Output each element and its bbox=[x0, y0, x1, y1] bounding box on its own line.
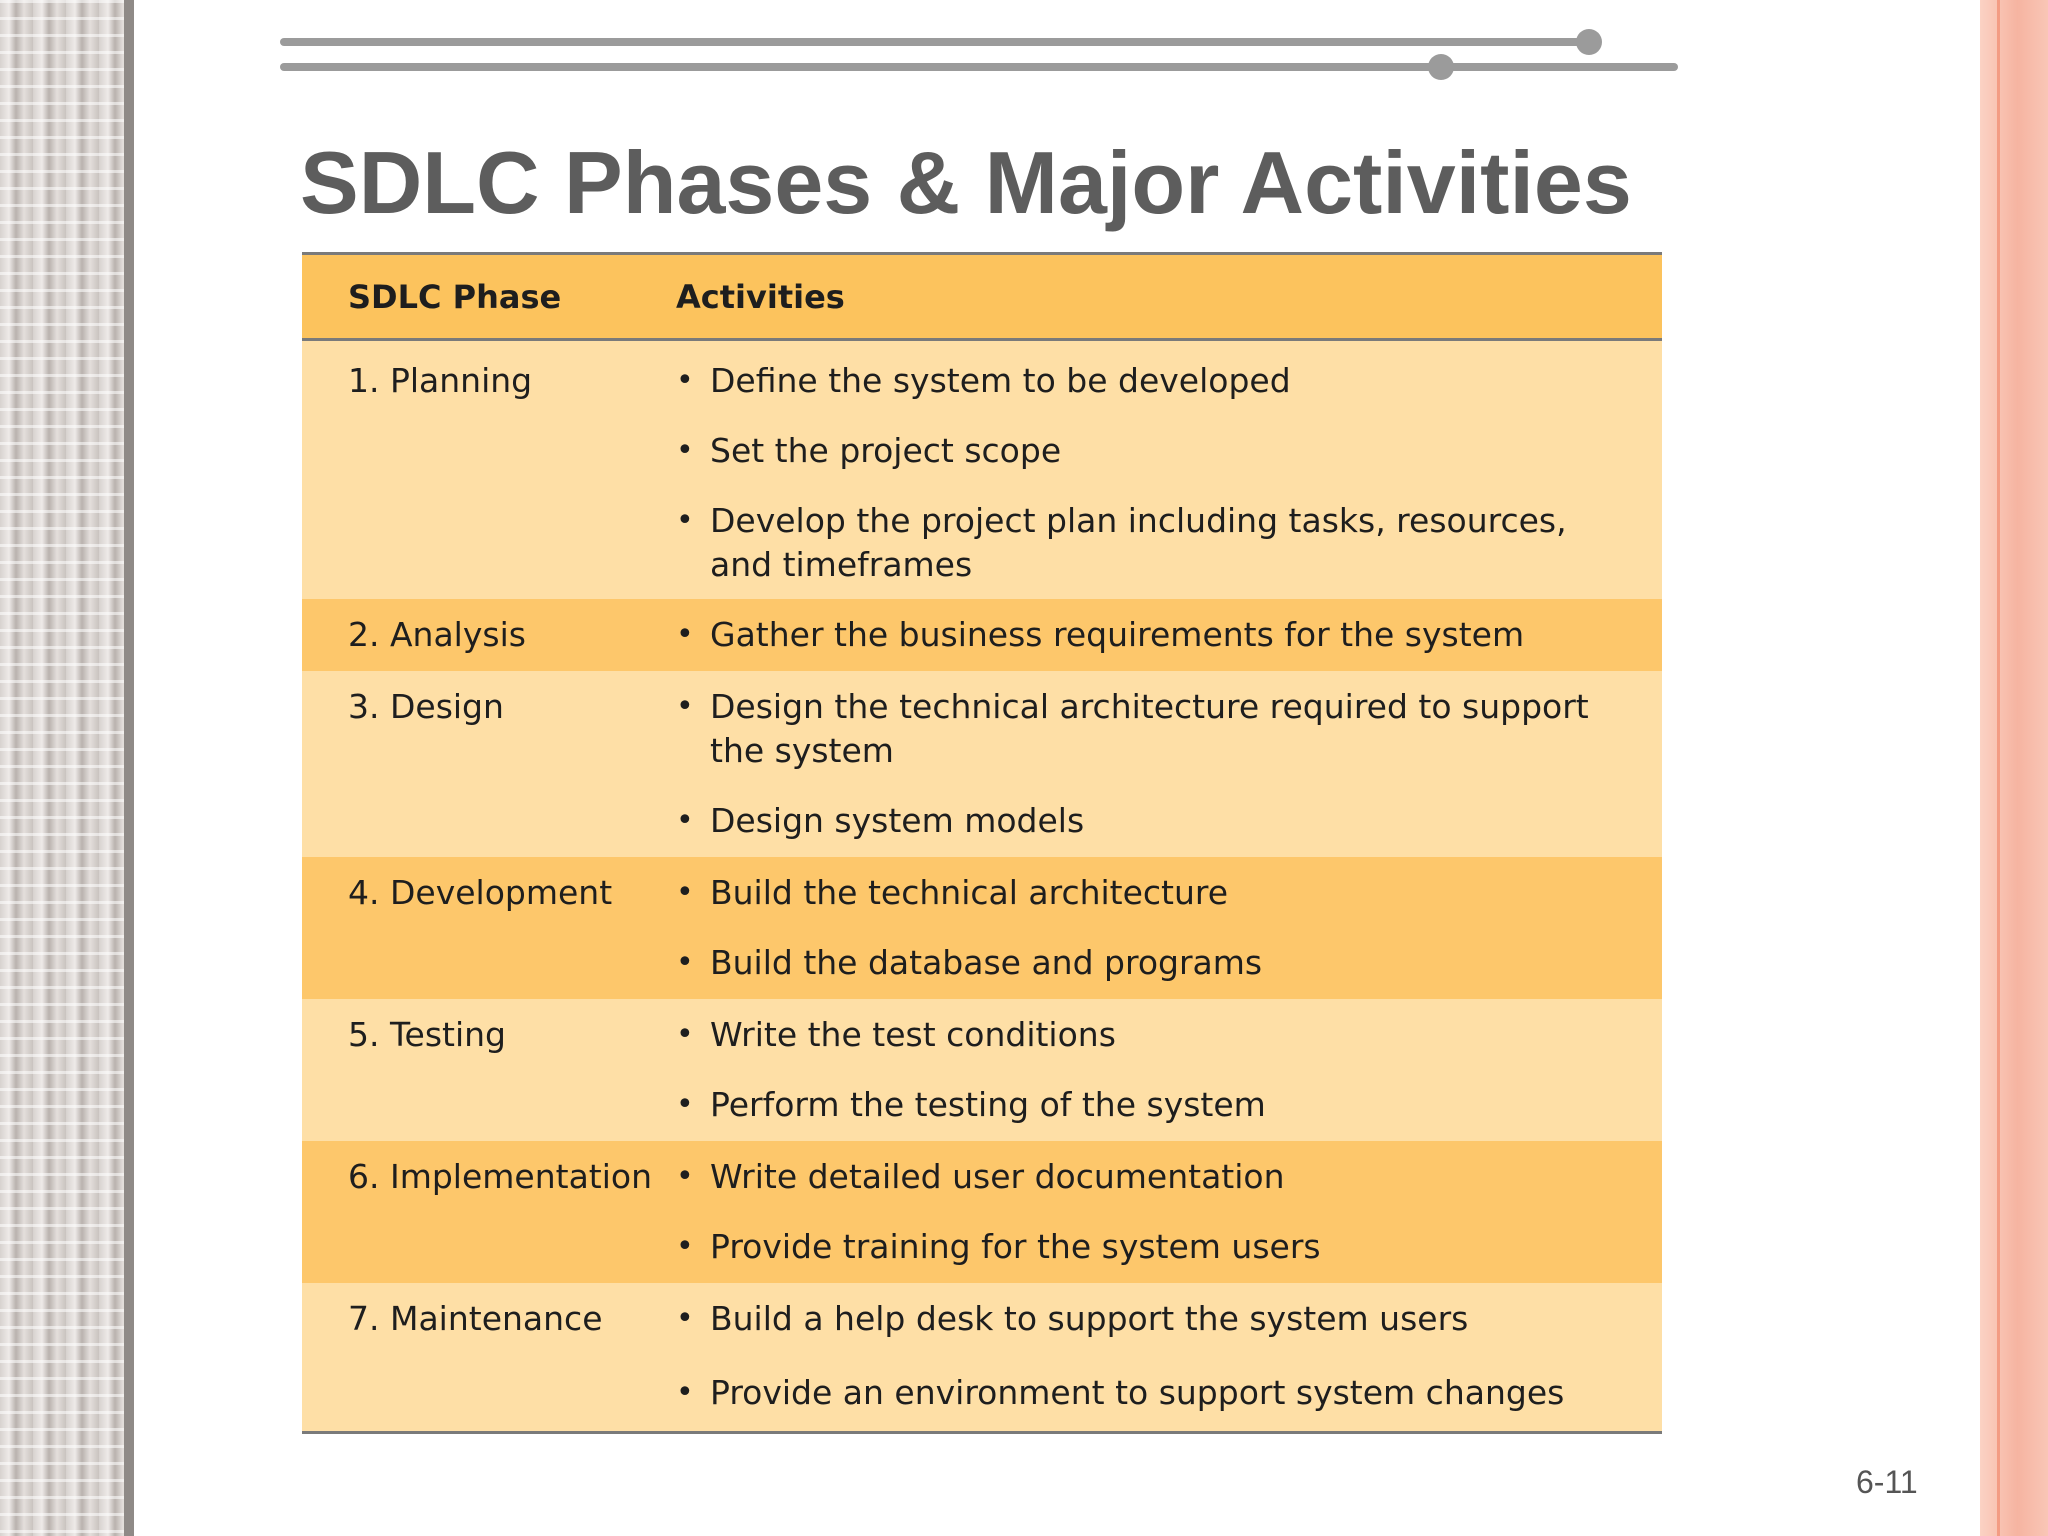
bullet-icon: • bbox=[676, 689, 694, 724]
right-strip-line bbox=[1997, 0, 2000, 1536]
bullet-icon: • bbox=[676, 1229, 694, 1264]
activity-item: • Gather the business requirements for the system bbox=[676, 613, 1662, 657]
bullet-icon: • bbox=[676, 503, 694, 538]
column-header-activities: Activities bbox=[676, 277, 845, 316]
phase-cell: 3. Design bbox=[348, 687, 504, 726]
phase-cell: 1. Planning bbox=[348, 361, 533, 400]
bullet-icon: • bbox=[676, 433, 694, 468]
table-row-implementation bbox=[302, 1141, 1662, 1283]
bullet-icon: • bbox=[676, 1301, 694, 1336]
activity-item: • Perform the testing of the system bbox=[676, 1083, 1662, 1127]
phase-cell: 7. Maintenance bbox=[348, 1299, 603, 1338]
activity-item: • Write detailed user documentation bbox=[676, 1155, 1662, 1199]
phase-cell: 6. Implementation bbox=[348, 1157, 653, 1196]
header-rule-top-knob bbox=[1576, 29, 1602, 55]
bullet-icon: • bbox=[676, 617, 694, 652]
table-row-development bbox=[302, 857, 1662, 999]
phase-cell: 4. Development bbox=[348, 873, 613, 912]
activities-cell bbox=[676, 1013, 1662, 1141]
table-row-planning bbox=[302, 341, 1662, 599]
bullet-icon: • bbox=[676, 1087, 694, 1122]
activity-item: • Build the database and programs bbox=[676, 941, 1662, 985]
activity-item: • Design system models bbox=[676, 799, 1662, 843]
left-strip-border bbox=[124, 0, 134, 1536]
table-row-analysis bbox=[302, 599, 1662, 671]
slide-page-number: 6-11 bbox=[1856, 1464, 1918, 1500]
slide-title: SDLC Phases & Major Activities bbox=[300, 133, 1632, 232]
column-header-phase: SDLC Phase bbox=[348, 277, 562, 316]
activities-cell bbox=[676, 613, 1662, 671]
bullet-icon: • bbox=[676, 945, 694, 980]
activities-cell bbox=[676, 685, 1662, 857]
activity-item: • Develop the project plan including tasks, resources, and timeframes bbox=[676, 499, 1662, 587]
activity-item: • Provide an environment to support system changes bbox=[676, 1371, 1662, 1415]
bullet-icon: • bbox=[676, 1375, 694, 1410]
right-decorative-strip bbox=[1980, 0, 2048, 1536]
header-rule-bottom-knob bbox=[1428, 54, 1454, 80]
activity-item: • Write the test conditions bbox=[676, 1013, 1662, 1057]
activities-cell bbox=[676, 1155, 1662, 1283]
header-rule-bottom bbox=[280, 63, 1678, 71]
bullet-icon: • bbox=[676, 1159, 694, 1194]
activities-cell bbox=[676, 1297, 1662, 1431]
phase-cell: 2. Analysis bbox=[348, 615, 526, 654]
header-rule-top bbox=[280, 38, 1590, 46]
left-decorative-strip bbox=[0, 0, 132, 1536]
table-header bbox=[302, 255, 1662, 341]
table-row-testing bbox=[302, 999, 1662, 1141]
phase-cell: 5. Testing bbox=[348, 1015, 506, 1054]
activities-cell bbox=[676, 359, 1662, 599]
sdlc-table bbox=[302, 252, 1662, 1434]
activities-cell bbox=[676, 871, 1662, 999]
activity-item: • Build a help desk to support the system users bbox=[676, 1297, 1662, 1341]
bullet-icon: • bbox=[676, 803, 694, 838]
table-row-maintenance bbox=[302, 1283, 1662, 1431]
table-row-design bbox=[302, 671, 1662, 857]
activity-item: • Build the technical architecture bbox=[676, 871, 1662, 915]
bullet-icon: • bbox=[676, 875, 694, 910]
activity-item: • Define the system to be developed bbox=[676, 359, 1662, 403]
activity-item: • Provide training for the system users bbox=[676, 1225, 1662, 1269]
bullet-icon: • bbox=[676, 1017, 694, 1052]
activity-item: • Set the project scope bbox=[676, 429, 1662, 473]
bullet-icon: • bbox=[676, 363, 694, 398]
activity-item: • Design the technical architecture required to support the system bbox=[676, 685, 1662, 773]
